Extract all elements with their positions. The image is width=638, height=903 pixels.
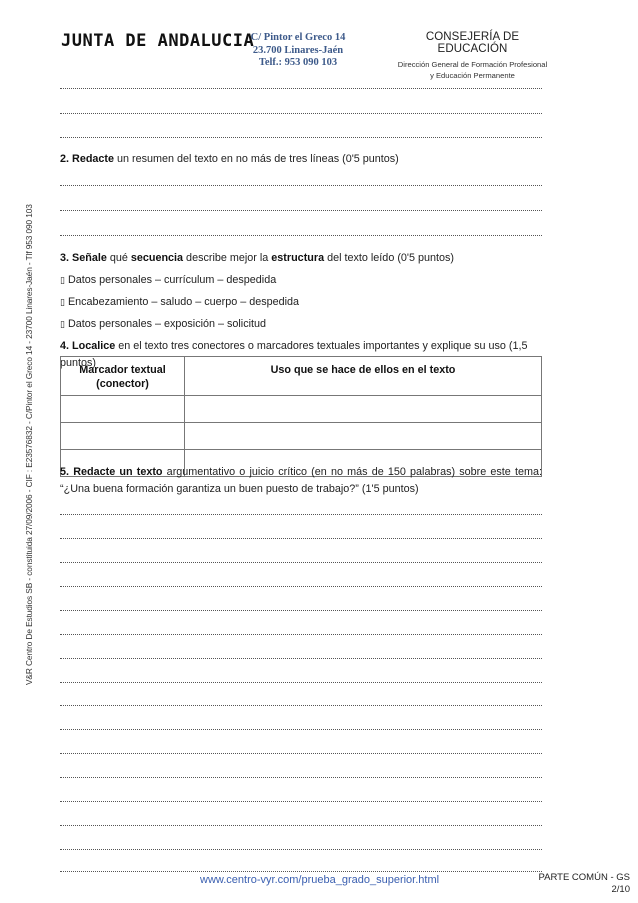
column-header-line: Marcador textual	[79, 364, 166, 376]
q4-number: 4.	[60, 340, 70, 352]
answer-line[interactable]	[60, 703, 542, 706]
answer-line[interactable]	[60, 86, 542, 89]
answer-line[interactable]	[60, 608, 542, 611]
option-label: Datos personales – currículum – despedida	[67, 274, 277, 286]
q3-number: 3.	[60, 252, 70, 264]
answer-line[interactable]	[60, 869, 542, 872]
answer-line[interactable]	[60, 208, 542, 211]
q4-verb: Localice	[72, 340, 116, 352]
q3-text-1: qué	[106, 252, 131, 264]
q3-text-3: del texto leído (0'5 puntos)	[324, 252, 454, 264]
option-label: Datos personales – exposición – solicitud	[67, 318, 267, 330]
footer-link[interactable]: www.centro-vyr.com/prueba_grado_superior.html	[200, 874, 440, 886]
checkbox-icon[interactable]: ▯	[60, 276, 65, 286]
table-cell[interactable]	[61, 396, 185, 423]
q5-text: argumentativo o juicio crítico (en no más de 150 palabras) sobre este tema: “¿Una buena formación garantiza un buen puesto de trabajo?” (1'5 puntos)	[60, 466, 542, 495]
q5-verb: Redacte un texto	[73, 466, 163, 478]
footer-section: PARTE COMÚN - GS	[538, 872, 630, 883]
consejeria-sub-1: Dirección General de Formación Profesional	[397, 60, 548, 69]
answer-line[interactable]	[60, 727, 542, 730]
column-header-uso: Uso que se hace de ellos en el texto	[185, 357, 542, 396]
answer-line[interactable]	[60, 584, 542, 587]
column-header-marcador	[61, 357, 185, 396]
answer-line[interactable]	[60, 680, 542, 683]
q2-text: un resumen del texto en no más de tres líneas (0'5 puntos)	[114, 153, 399, 165]
answer-line[interactable]	[60, 775, 542, 778]
q3-keyword-secuencia: secuencia	[130, 252, 184, 264]
q5-number: 5.	[60, 466, 70, 478]
answer-line[interactable]	[60, 823, 542, 826]
question-5	[60, 464, 542, 498]
answer-line[interactable]	[60, 560, 542, 563]
q4-text: en el texto tres conectores o marcadores textuales importantes y explique su uso (1,5 puntos)	[60, 340, 528, 369]
column-header-line: (conector)	[96, 378, 149, 390]
junta-logo: JUNTA DE ANDALUCIA	[61, 31, 255, 51]
address-line-2: 23.700 Linares-Jaén	[252, 44, 344, 56]
connectors-table	[60, 356, 542, 477]
footer-info	[539, 872, 631, 896]
checkbox-icon[interactable]: ▯	[60, 298, 65, 308]
answer-line[interactable]	[60, 656, 542, 659]
option-label: Encabezamiento – saludo – cuerpo – despedida	[67, 296, 300, 308]
option-1[interactable]	[60, 274, 276, 286]
answer-line[interactable]	[60, 512, 542, 515]
answer-line[interactable]	[60, 233, 542, 236]
q3-keyword-estructura: estructura	[271, 252, 325, 264]
answer-line[interactable]	[60, 632, 542, 635]
table-cell[interactable]	[61, 423, 185, 450]
answer-line[interactable]	[60, 799, 542, 802]
q3-verb: Señale	[72, 252, 107, 264]
answer-line[interactable]	[60, 183, 542, 186]
q3-text-2: describe mejor la	[183, 252, 272, 264]
checkbox-icon[interactable]: ▯	[60, 320, 65, 330]
answer-line[interactable]	[60, 751, 542, 754]
consejeria-sub-2: y Educación Permanente	[430, 71, 515, 80]
table-cell[interactable]	[185, 423, 542, 450]
table-row	[61, 396, 542, 423]
answer-line[interactable]	[60, 111, 542, 114]
answer-line[interactable]	[60, 847, 542, 850]
q2-verb: Redacte	[72, 153, 115, 165]
table-cell[interactable]	[185, 396, 542, 423]
table-row	[61, 423, 542, 450]
answer-line[interactable]	[60, 536, 542, 539]
question-2	[60, 151, 542, 168]
sidebar-vertical-text: V&R Centro De Estudios SB - constituida 27/09/2006 - CIF : E23576832 - C/Pintor el Greco 14 - 23700 Linares-Jaén - Tlf 953 090 103	[24, 204, 34, 685]
address-block	[228, 32, 368, 70]
q2-number: 2.	[60, 153, 70, 165]
option-2[interactable]	[60, 296, 299, 308]
option-3[interactable]	[60, 318, 266, 330]
consejeria-block	[390, 31, 555, 81]
address-line-3: Telf.: 953 090 103	[258, 57, 338, 68]
question-3	[60, 250, 542, 267]
table-header-row	[61, 357, 542, 396]
answer-line[interactable]	[60, 135, 542, 138]
address-line-1: C/ Pintor el Greco 14	[250, 32, 346, 43]
consejeria-title: CONSEJERÍA DE EDUCACIÓN	[425, 31, 520, 55]
page-number: 2/10	[611, 884, 630, 895]
